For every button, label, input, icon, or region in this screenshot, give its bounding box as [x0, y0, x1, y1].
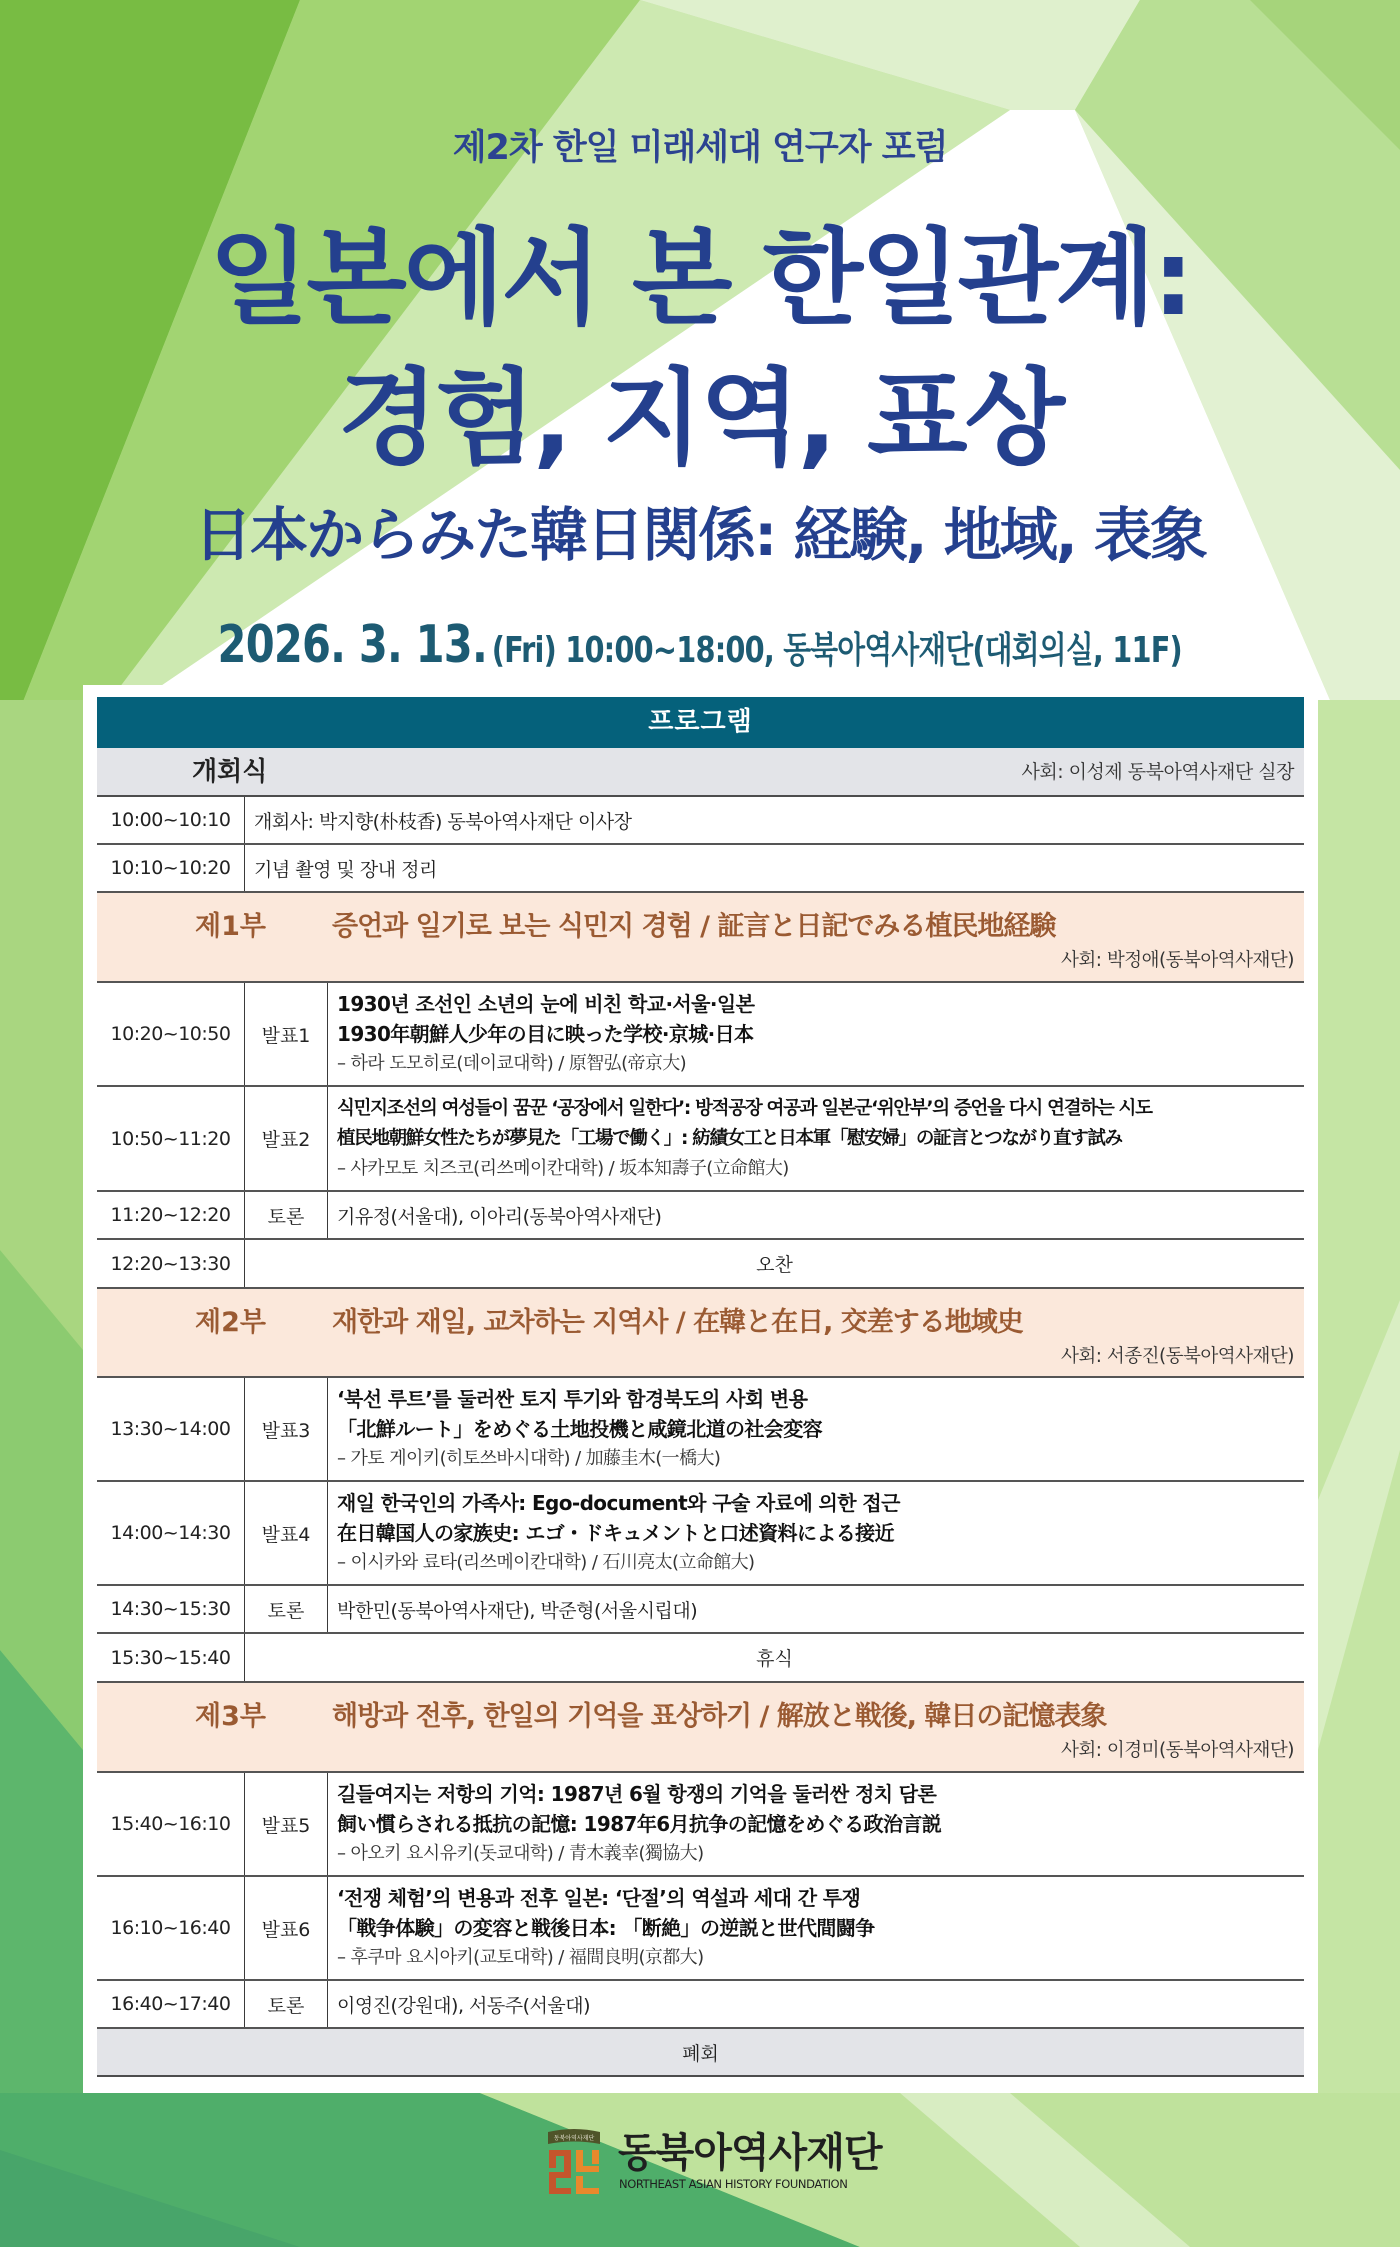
main-title-line-1: 일본에서 본 한일관계: [208, 217, 1192, 339]
break-label: 오찬 [756, 1254, 793, 1276]
time-cell: 10:20~10:50 [97, 983, 245, 1085]
label-cell: 토론 [245, 1981, 328, 2027]
time-cell: 14:00~14:30 [97, 1482, 245, 1584]
content-cell: 기념 촬영 및 장내 정리 [254, 858, 437, 881]
presentation-title-ko: 길들여지는 저항의 기억: 1987년 6월 항쟁의 기억을 둘러싼 정치 담론 [337, 1782, 937, 1806]
content-cell [328, 1877, 1304, 1979]
time-cell: 10:50~11:20 [97, 1087, 245, 1190]
break-row [97, 1240, 1304, 1289]
discussion-row [97, 1981, 1304, 2029]
content-cell [328, 1087, 1304, 1190]
presenter: – 가토 게이키(히토쓰바시대학) / 加藤圭木(一橋大) [337, 1448, 721, 1469]
label-cell: 발표3 [245, 1378, 328, 1480]
time-cell: 16:40~17:40 [97, 1981, 245, 2027]
presentation-title-ko: 1930년 조선인 소년의 눈에 비친 학교·서울·일본 [337, 992, 755, 1016]
program-panel [83, 685, 1318, 2093]
presentation-title-ko: 재일 한국인의 가족사: Ego-document와 구술 자료에 의한 접근 [337, 1491, 900, 1515]
discussants: 이영진(강원대), 서동주(서울대) [337, 1994, 590, 2017]
session-2-header [97, 1289, 1304, 1378]
foundation-name-en: NORTHEAST ASIAN HISTORY FOUNDATION [619, 2177, 848, 2191]
presenter: – 하라 도모히로(데이쿄대학) / 原智弘(帝京大) [337, 1053, 687, 1074]
presenter: – 사카모토 치즈코(리쓰메이칸대학) / 坂本知壽子(立命館大) [337, 1157, 789, 1179]
session-title: 해방과 전후, 한일의 기억을 표상하기 / 解放と戦後, 韓日の記憶表象 [332, 1701, 1107, 1732]
opening-moderator: 사회: 이성제 동북아역사재단 실장 [1021, 761, 1294, 783]
time-cell: 16:10~16:40 [97, 1877, 245, 1979]
time-cell: 14:30~15:30 [97, 1586, 245, 1632]
date-venue-line [0, 614, 1400, 688]
program-table [97, 697, 1304, 2077]
japanese-title: 日本からみた韓日関係: 経験, 地域, 表象 [194, 501, 1206, 569]
presentation-title-ko: ‘북선 루트’를 둘러싼 토지 투기와 함경북도의 사회 변용 [337, 1387, 808, 1411]
presentation-title-ja: 在日韓国人の家族史: エゴ・ドキュメントと口述資料による接近 [337, 1521, 894, 1545]
session-label: 제2부 [195, 1307, 266, 1338]
label-cell: 발표2 [245, 1087, 328, 1190]
presentation-title-ja: 「戦争体験」の変容と戦後日本: 「断絶」の逆説と世代間闘争 [337, 1916, 875, 1940]
time-cell: 12:20~13:30 [97, 1240, 245, 1287]
presentation-row [97, 1378, 1304, 1482]
presentation-row [97, 1087, 1304, 1192]
presentation-title-ja: 飼い慣らされる抵抗の記憶: 1987年6月抗争の記憶をめぐる政治言説 [337, 1812, 942, 1836]
event-time-venue: (Fri) 10:00~18:00, 동북아역사재단(대회의실, 11F) [491, 630, 1183, 671]
date-venue-inner [218, 614, 1182, 688]
presentation-row [97, 1877, 1304, 1981]
discussion-row [97, 1586, 1304, 1634]
time-cell: 15:30~15:40 [97, 1634, 245, 1681]
event-date: 2026. 3. 13. [217, 615, 488, 675]
presenter: – 이시카와 료타(리쓰메이칸대학) / 石川亮太(立命館大) [337, 1552, 755, 1573]
table-row [97, 797, 1304, 845]
program-table-header: 프로그램 [97, 697, 1304, 748]
presentation-row [97, 1773, 1304, 1877]
content-cell [328, 983, 1304, 1085]
presentation-title-ko: 식민지조선의 여성들이 꿈꾼 ‘공장에서 일한다’: 방적공장 여공과 일본군‘위안부’의 증언을 다시 연결하는 시도 [337, 1097, 1152, 1119]
label-cell: 토론 [245, 1192, 328, 1238]
closing-row: 폐회 [97, 2029, 1304, 2077]
foundation-name-ko: 동북아역사재단 [618, 2130, 882, 2176]
time-cell: 15:40~16:10 [97, 1773, 245, 1875]
session-moderator: 사회: 이경미(동북아역사재단) [1060, 1740, 1294, 1761]
presentation-title-ja: 「北鮮ルート」をめぐる土地投機と咸鏡北道の社会変容 [337, 1417, 822, 1441]
logo-banner-text: 동북아역사재단 [553, 2135, 595, 2142]
discussants: 박한민(동북아역사재단), 박준형(서울시립대) [337, 1599, 698, 1622]
time-cell: 13:30~14:00 [97, 1378, 245, 1480]
time-cell: 11:20~12:20 [97, 1192, 245, 1238]
time-cell: 10:00~10:10 [97, 797, 245, 843]
presentation-row [97, 1482, 1304, 1586]
session-label: 제1부 [195, 911, 266, 942]
time-cell: 10:10~10:20 [97, 845, 245, 891]
session-moderator: 사회: 서종진(동북아역사재단) [1060, 1346, 1294, 1367]
label-cell: 발표6 [245, 1877, 328, 1979]
content-cell [328, 1482, 1304, 1584]
content-cell [328, 1773, 1304, 1875]
table-row [97, 845, 1304, 893]
label-cell: 발표1 [245, 983, 328, 1085]
session-title: 재한과 재일, 교차하는 지역사 / 在韓と在日, 交差する地域史 [332, 1307, 1023, 1338]
opening-label: 개회식 [192, 757, 268, 787]
presentation-row [97, 983, 1304, 1087]
presentation-title-ko: ‘전쟁 체험’의 변용과 전후 일본: ‘단절’의 역설과 세대 간 투쟁 [337, 1886, 861, 1910]
presenter: – 후쿠마 요시아키(교토대학) / 福間良明(京都大) [337, 1947, 704, 1968]
opening-section-header [97, 748, 1304, 797]
label-cell: 발표5 [245, 1773, 328, 1875]
session-label: 제3부 [195, 1701, 266, 1732]
break-row [97, 1634, 1304, 1683]
content-cell [328, 1378, 1304, 1480]
discussion-row [97, 1192, 1304, 1240]
break-label: 휴식 [756, 1648, 793, 1670]
session-3-header [97, 1683, 1304, 1773]
label-cell: 토론 [245, 1586, 328, 1632]
foundation-emblem-icon [546, 2128, 602, 2202]
discussants: 기유정(서울대), 이아리(동북아역사재단) [337, 1205, 662, 1228]
session-1-header [97, 893, 1304, 983]
forum-series-label: 제2차 한일 미래세대 연구자 포럼 [452, 128, 948, 168]
session-moderator: 사회: 박정애(동북아역사재단) [1060, 950, 1294, 971]
session-title: 증언과 일기로 보는 식민지 경험 / 証言と日記でみる植民地経験 [332, 911, 1056, 942]
label-cell: 발표4 [245, 1482, 328, 1584]
presenter: – 아오키 요시유키(돗쿄대학) / 青木義幸(獨協大) [337, 1843, 704, 1864]
main-title-line-2: 경험, 지역, 표상 [337, 357, 1063, 479]
presentation-title-ja: 1930年朝鮮人少年の目に映った学校·京城·日本 [337, 1022, 754, 1046]
presentation-title-ja: 植民地朝鮮女性たちが夢見た「工場で働く」: 紡績女工と日本軍「慰安婦」の証言とつながり直す試み [337, 1127, 1122, 1149]
content-cell: 개회사: 박지향(朴枝香) 동북아역사재단 이사장 [254, 810, 632, 833]
foundation-logo [546, 2128, 882, 2208]
